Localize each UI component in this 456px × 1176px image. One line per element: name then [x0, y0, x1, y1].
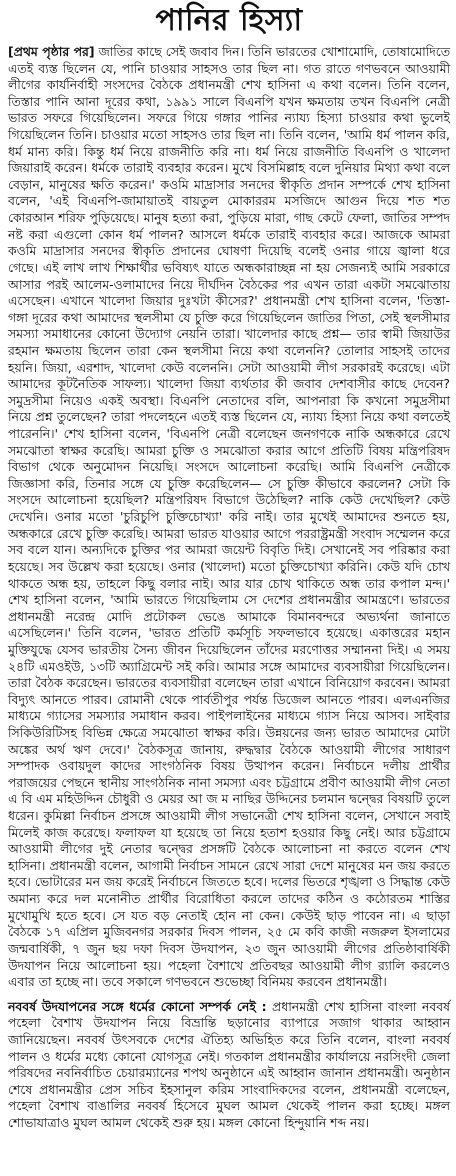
article-paragraph: [8, 44, 450, 991]
paragraph-2-text: প্রধানমন্ত্রী শেখ হাসিনা বাংলা নববর্ষ পহেলা বৈশাখ উদযাপন নিয়ে বিভ্রান্তি ছড়ানোর ব্যাপারে সজাগ থাকার আহ্বান জানিয়েছেন। নববর্ষ উৎসবকে দেশের ঐতিহ্য অভিহিত করে তিনি বলেন, বাংলা নববর্ষ পালন ও ধর্মের মধ্যে কোনো যোগসূত্র নেই। গতকাল প্রধানমন্ত্রীর কার্যালয়ে নরসিংদী জেলা পরিষদের নবনির্বাচিত চেয়ারম্যানের শপথ অনুষ্ঠানে এই আহ্বান জানান প্রধানমন্ত্রী। অনুষ্ঠান শেষে প্রধানমন্ত্রীর প্রেস সচিব ইহসানুল করিম সাংবাদিকদের বলেন, প্রধানমন্ত্রী বলেছেন, পহেলা বৈশাখ বাঙালির নববর্ষ হিসেবে মুঘল আমল থেকেই পালন করা হচ্ছে। মঙ্গল শোভাযাত্রাও মুঘল আমল থেকেই শুরু হয়। মঙ্গল কোনো হিন্দুয়ানি শব্দ নয়।: [8, 998, 450, 1130]
article-subsection: [8, 999, 450, 1132]
article-headline: পানির হিস্যা: [155, 3, 303, 38]
continued-from-front-page-marker: [প্রথম পৃষ্ঠার পর]: [8, 44, 95, 59]
subsection-heading: নববর্ষ উদযাপনের সঙ্গে ধর্মের কোনো সম্পর্ক নেই :: [8, 998, 267, 1014]
paragraph-1-text: জাতির কাছে সেই জবাব দিন। তিনি ভারতের খোশামোদি, তোষামোদিতে এতই ব্যস্ত ছিলেন যে, পানি চাওয়ার সাহসও তার ছিল না। গত রাতে গণভবনে আওয়ামী লীগের কার্যনির্বাহী সংসদের বৈঠকে প্রধানমন্ত্রী শেখ হাসিনা এ কথা বলেন। তিনি বলেন, তিস্তার পানি আনা দূরের কথা, ১৯৯১ সালে বিএনপি যখন ক্ষমতায় তখন বিএনপি নেত্রী ভারত সফরে গিয়েছিলেন। সফরে গিয়ে গঙ্গার পানির ন্যায্য হিস্যা চাওয়ার কথা ভুলেই গিয়েছিলেন তিনি। চাওয়ার মতো সাহসও তার ছিল না। তিনি বলেন, 'আমি ধর্ম পালন করি, ধর্ম মান্য করি। কিন্তু ধর্ম নিয়ে রাজনীতি করি না। ধর্ম নিয়ে রাজনীতি বিএনপি ও খালেদা জিয়ারাই করেন। ধর্মকে তারাই ব্যবহার করেন। মুখে বিসমিল্লাহ বলে দুনিয়ার মিথ্যা কথা বলে বেড়ান, মানুষের ক্ষতি করেন।' কওমি মাদ্রাসার সনদের স্বীকৃতি প্রদান সম্পর্কে শেখ হাসিনা বলেন, 'এই বিএনপি-জামায়াতই বায়তুল মোকাররম মসজিদে আগুন দিয়ে শত শত কোরআন শরিফ পুড়িয়েছে। মানুষ হত্যা করা, পুড়িয়ে মারা, গাছ কেটে ফেলা, জাতির সম্পদ নষ্ট করা এগুলো কোন ধর্ম পালন? আসলে ধর্মকে তারাই ব্যবহার করে। আজকে আমরা কওমি মাদ্রাসার সনদের স্বীকৃতি প্রদানের ঘোষণা দিয়েছি বলেই ওনার গায়ে জ্বালা ধরে গেছে। এই লাখ লাখ শিক্ষার্থীর ভবিষ্যৎ যাতে অন্ধকারাচ্ছন্ন না হয় সেজন্যই আমি সরকারে আসার পরই আলেম-ওলামাদের নিয়ে দীর্ঘদিন বৈঠকের পর এখন তারা একটা সমঝোতায় এসেছেন। এখানে খালেদা জিয়ার দুঃখটা কীসের?' প্রধানমন্ত্রী শেখ হাসিনা বলেন, 'তিস্তা-গঙ্গা দূরের কথা আমাদের স্থলসীমা যে চুক্তি করে গিয়েছিলেন জাতির পিতা, সেই স্থলসীমার সমস্যা সমাধানের কোনো উদ্যোগ নেয়নি তারা। খালেদার কাছে প্রশ্ন— তার স্বামী জিয়াউর রহমান ক্ষমতায় ছিলেন তারা কেন স্থলসীমা নিয়ে কথা বলেননি? তোলার সাহসই তাদের হয়নি। জিয়া, এরশাদ, খালেদা কেউ বলেননি। সেটা আওয়ামী লীগ সরকারই করেছে। এটা আমাদের কূটনৈতিক সাফল্য। খালেদা জিয়া ব্যর্থতার কী জবাব দেশবাসীর কাছে দেবেন? সমুদ্রসীমা নিয়েও একই অবস্থা। বিএনপি নেতাদের বলি, আপনারা কি কখনো সমুদ্রসীমা নিয়ে প্রশ্ন তুলেছেন? তারা পদলেহনে এতই ব্যস্ত ছিলেন যে, ন্যায্য হিস্যা নিয়ে কথা বলতেই পারেননি।' শেখ হাসিনা বলেন, 'বিএনপি নেত্রী বলেছেন জনগণকে নাকি অন্ধকারে রেখে সমঝোতা স্বাক্ষর করেছি। আমরা চুক্তি ও সমঝোতা করার আগে প্রতিটি বিষয় মন্ত্রিপরিষদ বিভাগ থেকে অনুমোদন নিয়েছি। সংসদে আলোচনা করেছি। আমি বিএনপি নেত্রীকে জিজ্ঞাসা করি, তিনার সঙ্গে যে চুক্তি করেছিলেন— সে চুক্তি কীভাবে করলেন? সেটা কি সংসদে আলোচনা হয়েছিল? মন্ত্রিপরিষদ বিভাগে উঠেছিল? নাকি কেউ দেখেছিল? কেউ দেখেনি। ওনার মতো 'চুরিচুপি চুক্তিচোখ্যা' করি নাই। তার মুখেই আমাদের শুনতে হয়, অন্ধকারে রেখে চুক্তি করেছি। আমরা ভারত যাওয়ার আগে পররাষ্ট্রমন্ত্রী সংবাদ সম্মেলন করে সব বলে যান। অন্যদিকে চুক্তির পর আমরা জয়েন্ট বিবৃতি দিই। সেখানেই সব পরিষ্কার করা হয়েছে। সব উল্লেখ করা হয়েছে। ওনার (খালেদা) মতো চুক্তিচোখ্যা করিনি। কেউ যদি চোখ থাকতে অন্ধ হয়, তাহলে কিছু বলার নাই। আর যার চোখ থাকিতে অন্ধ তার কপাল মন্দ।' শেখ হাসিনা বলেন, 'আমি ভারতে গিয়েছিলাম সে দেশের প্রধানমন্ত্রীর আমন্ত্রণে। ভারতের প্রধানমন্ত্রী নরেন্দ্র মোদি প্রটোকল ভেঙে আমাকে বিমানবন্দরে অভ্যর্থনা জানাতে এসেছিলেন।' তিনি বলেন, 'ভারত প্রতিটি কর্মসূচি সফলভাবে হয়েছে। একাত্তরের মহান মুক্তিযুদ্ধে যেসব ভারতীয় সৈন্য জীবন দিয়েছিলেন তাঁদের মরণোত্তর সম্মাননা দিই। এ সময় ২৪টি এমওইউ, ১৩টি অ্যাগ্রিমেন্ট সই করি। আমার সঙ্গে আমাদের ব্যবসায়ীরা গিয়েছিলেন। তারা বৈঠক করেছেন। ভারতের ব্যবসায়ীরা বলেছেন তারা এখানে বিনিয়োগ করবেন। আমরা বিদ্যুৎ আনতে পারব। রোমানী থেকে পার্বতীপুর পর্যন্ত ডিজেল আনতে পারব। এলএনজির মাধ্যমে গ্যাসের সমস্যার সমাধান করব। পাইপলাইনের মাধ্যমে গ্যাস নিয়ে আসব। সাইবার সিকিউরিটিসহ বিভিন্ন ক্ষেত্রে সমঝোতা স্বাক্ষর করি। উন্নয়নের জন্য ভারত আমাদের মোটা অঙ্কের অর্থ ঋণ দেবে।' বৈঠকসূত্র জানায়, রুদ্ধদ্বার বৈঠকে আওয়ামী লীগের সাধারণ সম্পাদক ওবায়দুল কাদের সাংগঠনিক বিষয় উত্থাপন করেন। নির্বাচনে দলীয় প্রার্থীর পরাজয়ের পেছনে স্থানীয় সাংগঠনিক নানা সমস্যা এবং চট্টগ্রামে প্রবীণ আওয়ামী লীগ নেতা এ বি এম মহিউদ্দিন চৌধুরী ও মেয়র আ জ ম নাছির উদ্দিনের চলমান দ্বন্দ্বের বিষয়টি তুলে ধরেন। কুমিল্লা নির্বাচন প্রসঙ্গে আওয়ামী লীগ সভানেত্রী শেখ হাসিনা বলেন, সেখানে সবাই মিলেই কাজ করেছে। ফলাফল যা হয়েছে তা নিয়ে হতাশ হওয়ার কিছু নেই। আর চট্টগ্রামে আওয়ামী লীগের দুই নেতার দ্বন্দ্বের প্রসঙ্গটি বৈঠকে আলোচনা না করতে বলেন শেখ হাসিনা। প্রধানমন্ত্রী বলেন, আগামী নির্বাচন সামনে রেখে সারা দেশে মানুষের মন জয় করতে হবে। ভোটারের মন জয় করেই নির্বাচনে জিততে হবে। দলের ভিতরে শৃঙ্খলা ও সিদ্ধান্ত কেউ অমান্য করে দল মনোনীত প্রার্থীর বিরোধিতা করলে তাদের কঠিন ও কঠোরতম শাস্তির মুখোমুখি হতে হবে। সে যত বড় নেতাই হোন না কেন। কেউই ছাড় পাবেন না। এ ছাড়া বৈঠকে ১৭ এপ্রিল মুজিবনগর সরকার দিবস পালন, ২৫ মে কবি কাজী নজরুল ইসলামের জন্মবার্ষিকী, ৭ জুন ছয় দফা দিবস উদযাপন, ২৩ জুন আওয়ামী লীগের প্রতিষ্ঠাবার্ষিকী উদযাপন নিয়ে আলোচনা হয়। পহেলা বৈশাখে প্রতিবছর আওয়ামী লীগ র‌্যালি করলেও এবার তা হচ্ছে না। তবে সকালে গণভবনে শুভেচ্ছা বিনিময় করবেন প্রধানমন্ত্রী।: [8, 44, 450, 990]
